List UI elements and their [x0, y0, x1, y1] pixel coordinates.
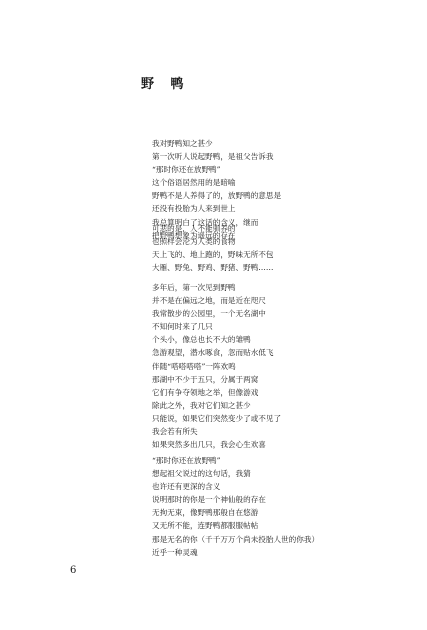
poem-title: 野 鸭 [141, 77, 190, 92]
poem-line: 说明那时的你是一个神仙般的存在 [152, 495, 266, 505]
poem-line: 近乎一种灵魂 [152, 547, 198, 557]
poem-line: 并不是在偏远之地，而是近在咫尺 [152, 296, 266, 306]
poem-line: 也照样会沦为人类的食物 [152, 237, 236, 247]
poem-line: 野鸭不是人养得了的，放野鸭的意思是 [152, 191, 282, 201]
stanza-3 [152, 281, 281, 451]
poem-line: 除此之外，我对它们知之甚少 [152, 400, 251, 410]
poem-line: 只能说，如果它们突然变少了或不见了 [152, 413, 282, 423]
poem-line: 第一次听人说起野鸭，是祖父告诉我 [152, 152, 274, 162]
poem-line: 多年后，第一次见到野鸭 [152, 283, 236, 292]
stanza-2 [152, 222, 274, 274]
poem-line: 可悲的是，人不能驯养的 [152, 224, 236, 233]
poem-line: 想起祖父说过的这句话，我猜 [152, 469, 251, 479]
poem-line: 也许还有更深的含义 [152, 482, 221, 492]
poem-line: 如果突然多出几只，我会心生欢喜 [152, 440, 266, 450]
poem-line: 急游观望，潜水啄食，忽而贴水低飞 [152, 348, 274, 358]
poem-line: 这个俗语居然用的是暗喻 [152, 178, 236, 188]
poem-line: 它们有争夺领地之举，但像游戏 [152, 387, 259, 397]
poem-line: 把野鸭想象为遥远的存在 [152, 230, 236, 240]
poem-line: 伴随“嗒嗒嗒嗒”一阵欢鸣 [152, 361, 236, 371]
poem-line: 个头小，像总也长不大的雏鸭 [152, 335, 251, 345]
poem-line: 那是无名的你（千千万万个尚未投胎人世的你我） [152, 534, 320, 544]
poem-line: 天上飞的、地上跑的，野味无所不包 [152, 250, 274, 260]
poem-line: 还没有投胎为人来到世上 [152, 204, 236, 214]
poem-line: “那时你还在放野鸭” [152, 456, 221, 465]
poem-line: 我常散步的公园里，一个无名湖中 [152, 309, 266, 319]
poem-line: 无拘无束，像野鸭那般自在悠游 [152, 508, 259, 518]
poem-line: 那湖中不少于五只，分属于两窝 [152, 374, 259, 384]
poem-line: 大雁、野兔、野鸡、野猪、野鸭…… [152, 263, 274, 273]
poem-line: 我总算明白了这话的含义，继而 [152, 217, 259, 227]
poem-line: 我会若有所失 [152, 427, 198, 437]
stanza-4 [152, 454, 319, 559]
poem-line: 又无所不能，连野鸭都服服帖帖 [152, 521, 259, 531]
poem-line: 我对野鸭知之甚少 [152, 139, 213, 148]
poem-line: 不知何时来了几只 [152, 322, 213, 332]
page-number: 6 [70, 565, 77, 576]
poem-line: “那时你还在放野鸭” [152, 165, 221, 175]
